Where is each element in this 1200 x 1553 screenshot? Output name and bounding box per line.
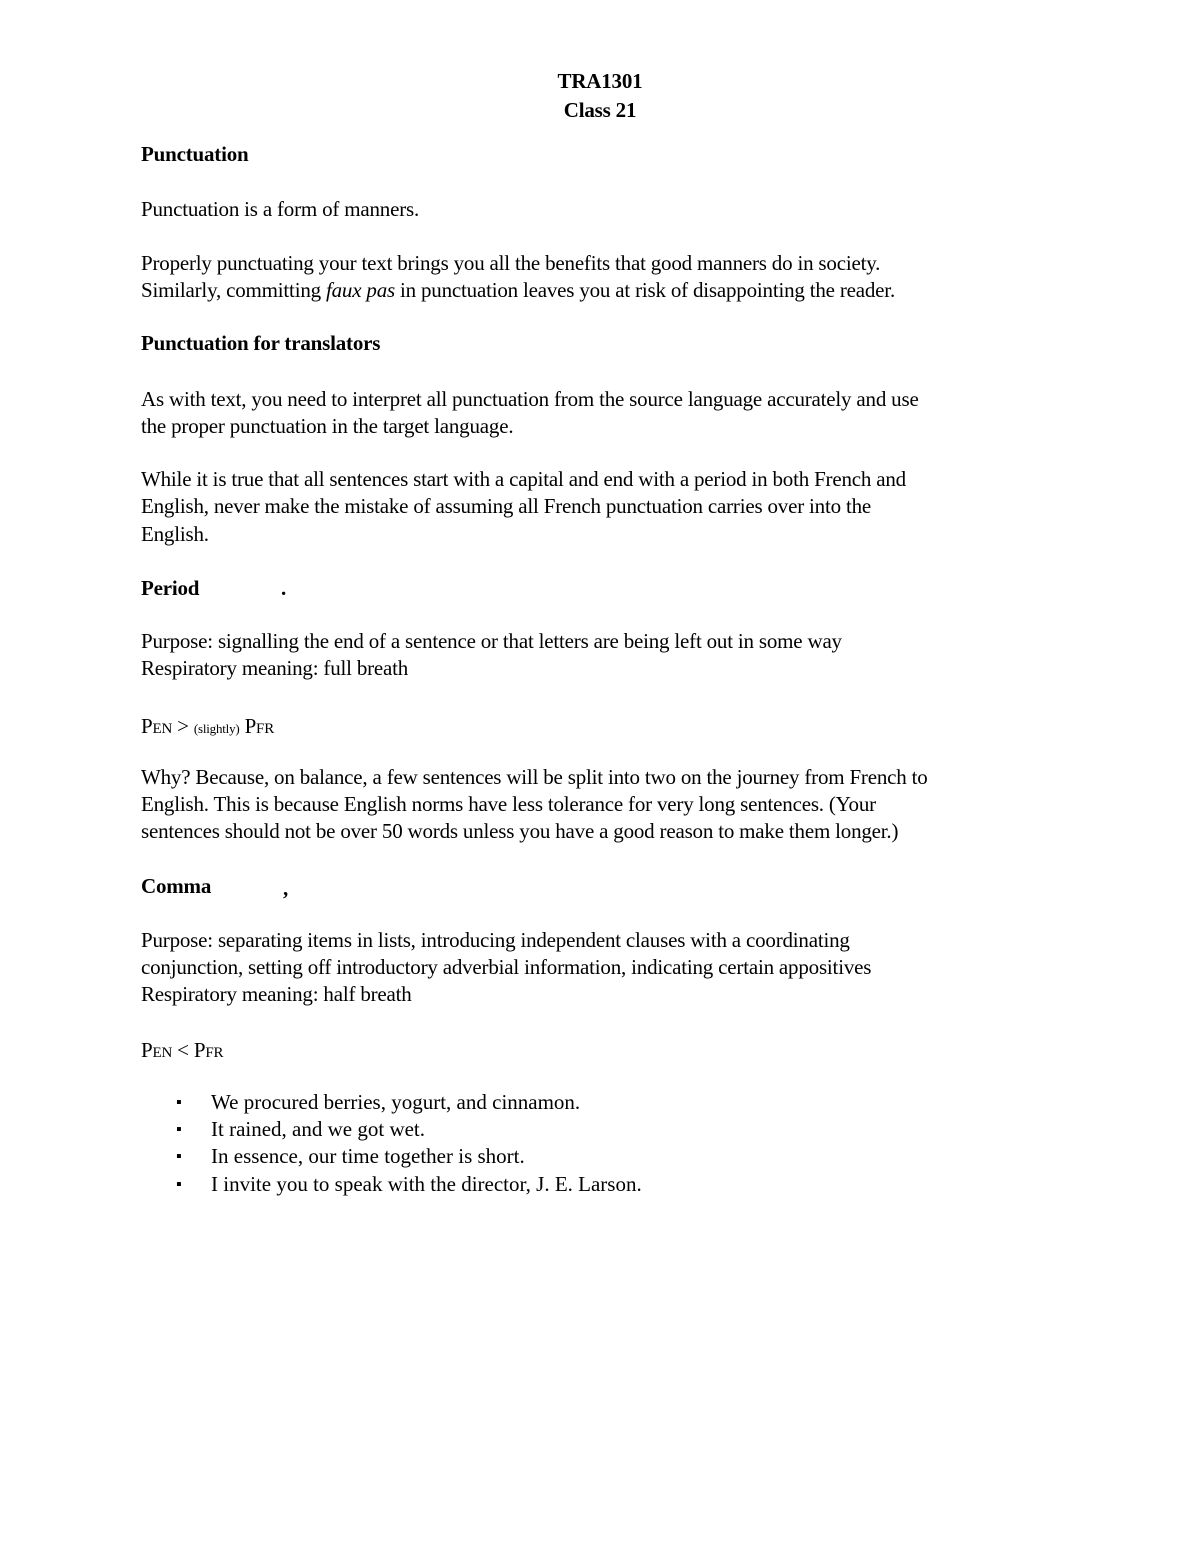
- formula-operator: <: [172, 1038, 194, 1062]
- period-why-line-2: English. This is because English norms have less tolerance for very long sentences. (Your: [141, 792, 876, 816]
- comma-purpose-line-1: Purpose: separating items in lists, introducing independent clauses with a coordinating: [141, 928, 850, 952]
- formula-p: P: [193, 1038, 206, 1062]
- square-bullet-icon: ▪: [176, 1148, 182, 1165]
- formula-p: P: [239, 714, 257, 738]
- paragraph-capital-line-1: While it is true that all sentences start with a capital and end with a period in both French and: [141, 467, 906, 491]
- text-fragment: in punctuation leaves you at risk of disappointing the reader.: [394, 278, 895, 302]
- heading-comma: Comma: [141, 874, 212, 898]
- class-number: Class 21: [563, 98, 637, 122]
- comma-purpose-line-2: conjunction, setting off introductory adverbial information, indicating certain appositives: [141, 955, 872, 979]
- formula-note: (slightly): [193, 721, 240, 736]
- paragraph-capital-line-2: English, never make the mistake of assuming all French punctuation carries over into the: [141, 494, 872, 518]
- formula-p: P: [141, 714, 153, 738]
- paragraph-interpret-line-1: As with text, you need to interpret all punctuation from the source language accurately and use: [141, 387, 919, 411]
- heading-punctuation-for-translators: Punctuation for translators: [141, 331, 381, 355]
- formula-fr: FR: [256, 721, 274, 737]
- paragraph-benefits-line-2: [141, 277, 895, 304]
- formula-en: EN: [152, 1045, 173, 1061]
- formula-en: EN: [152, 721, 173, 737]
- paragraph-interpret-line-2: the proper punctuation in the target language.: [141, 414, 514, 438]
- heading-punctuation: Punctuation: [141, 142, 249, 166]
- period-formula: [141, 713, 274, 743]
- square-bullet-icon: ▪: [176, 1094, 182, 1111]
- comma-formula: [141, 1037, 223, 1067]
- comma-respiratory-meaning: Respiratory meaning: half breath: [141, 982, 412, 1006]
- list-item-text: I invite you to speak with the director, J. E. Larson.: [211, 1172, 642, 1196]
- text-fragment: Similarly, committing: [141, 278, 326, 302]
- square-bullet-icon: ▪: [176, 1121, 182, 1138]
- formula-fr: FR: [205, 1045, 224, 1061]
- paragraph-manners: Punctuation is a form of manners.: [141, 197, 420, 221]
- paragraph-capital-line-3: English.: [141, 522, 209, 546]
- period-why-line-1: Why? Because, on balance, a few sentences will be split into two on the journey from French to: [141, 765, 928, 789]
- heading-period: Period: [141, 576, 200, 600]
- comma-symbol: ,: [283, 876, 289, 900]
- formula-operator: >: [172, 714, 194, 738]
- course-code: TRA1301: [557, 69, 643, 93]
- list-item-text: In essence, our time together is short.: [211, 1144, 525, 1168]
- square-bullet-icon: ▪: [176, 1176, 182, 1193]
- list-item-text: It rained, and we got wet.: [211, 1117, 426, 1141]
- formula-p: P: [141, 1038, 153, 1062]
- paragraph-benefits-line-1: Properly punctuating your text brings you all the benefits that good manners do in society.: [141, 251, 881, 275]
- period-symbol: .: [281, 576, 287, 600]
- list-item-text: We procured berries, yogurt, and cinnamon.: [211, 1090, 581, 1114]
- italic-faux-pas: faux pas: [325, 278, 395, 302]
- period-respiratory-meaning: Respiratory meaning: full breath: [141, 656, 409, 680]
- period-why-line-3: sentences should not be over 50 words unless you have a good reason to make them longer.): [141, 819, 899, 843]
- period-purpose: Purpose: signalling the end of a sentence or that letters are being left out in some way: [141, 629, 842, 653]
